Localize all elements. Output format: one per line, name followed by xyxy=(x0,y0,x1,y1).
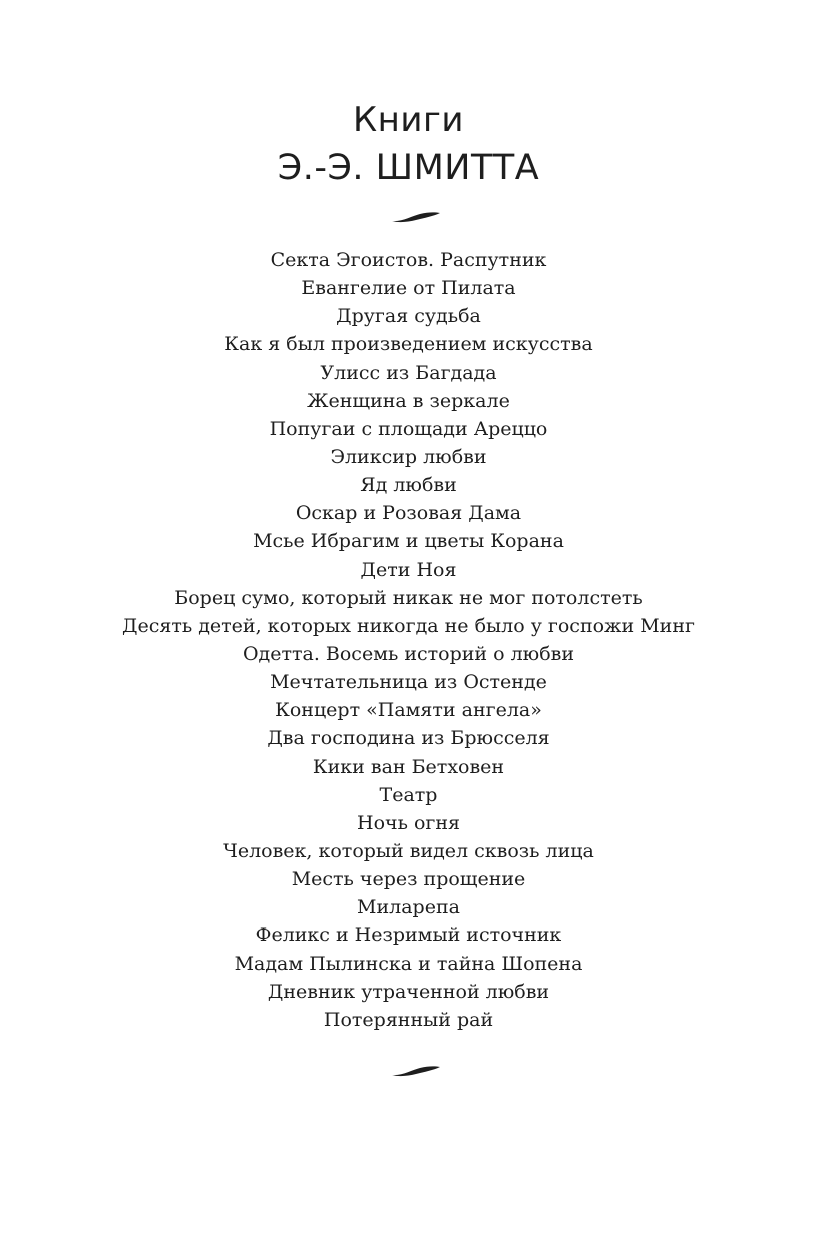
book-title: Кики ван Бетховен xyxy=(312,755,505,778)
book-title: Ночь огня xyxy=(357,811,460,834)
swash-ornament-icon xyxy=(390,1064,442,1078)
book-title: Другая судьба xyxy=(336,305,481,328)
book-title: Потерянный рай xyxy=(323,1008,494,1031)
book-title: Улисс из Багдада xyxy=(320,361,497,384)
book-title: Борец сумо, который никак не мог потолстеть xyxy=(174,586,643,609)
book-title: Оскар и Розовая Дама xyxy=(295,502,522,525)
book-title: Миларепа xyxy=(357,896,460,919)
book-title: Мадам Пылинска и тайна Шопена xyxy=(234,952,583,975)
book-title: Десять детей, которых никогда не было у госпожи Минг xyxy=(122,614,695,637)
book-title: Евангелие от Пилата xyxy=(301,277,516,300)
book-title: Мечтательница из Остенде xyxy=(270,671,547,694)
swash-ornament-icon xyxy=(390,210,442,224)
book-title: Феликс и Незримый источник xyxy=(255,924,562,947)
book-title: Концерт «Памяти ангела» xyxy=(275,699,542,722)
page-title: Книги xyxy=(353,100,464,140)
book-title: Театр xyxy=(379,783,438,806)
book-title: Дневник утраченной любви xyxy=(267,980,550,1003)
book-title: Два господина из Брюсселя xyxy=(267,727,550,750)
book-title: Как я был произведением искусства xyxy=(224,333,593,356)
book-title: Одетта. Восемь историй о любви xyxy=(242,642,575,665)
book-title: Человек, который видел сквозь лица xyxy=(223,839,594,862)
book-list xyxy=(0,246,817,1034)
book-title: Дети Ноя xyxy=(360,558,457,581)
book-title: Женщина в зеркале xyxy=(307,389,510,412)
book-title: Секта Эгоистов. Распутник xyxy=(270,249,547,271)
book-title: Месть через прощение xyxy=(291,868,526,891)
book-title: Эликсир любви xyxy=(330,445,487,468)
book-title: Яд любви xyxy=(360,474,457,497)
book-title: Попугаи с площади Ареццо xyxy=(269,417,548,440)
author-name: Э.-Э. ШМИТТА xyxy=(277,148,540,188)
book-title: Мсье Ибрагим и цветы Корана xyxy=(253,530,564,553)
